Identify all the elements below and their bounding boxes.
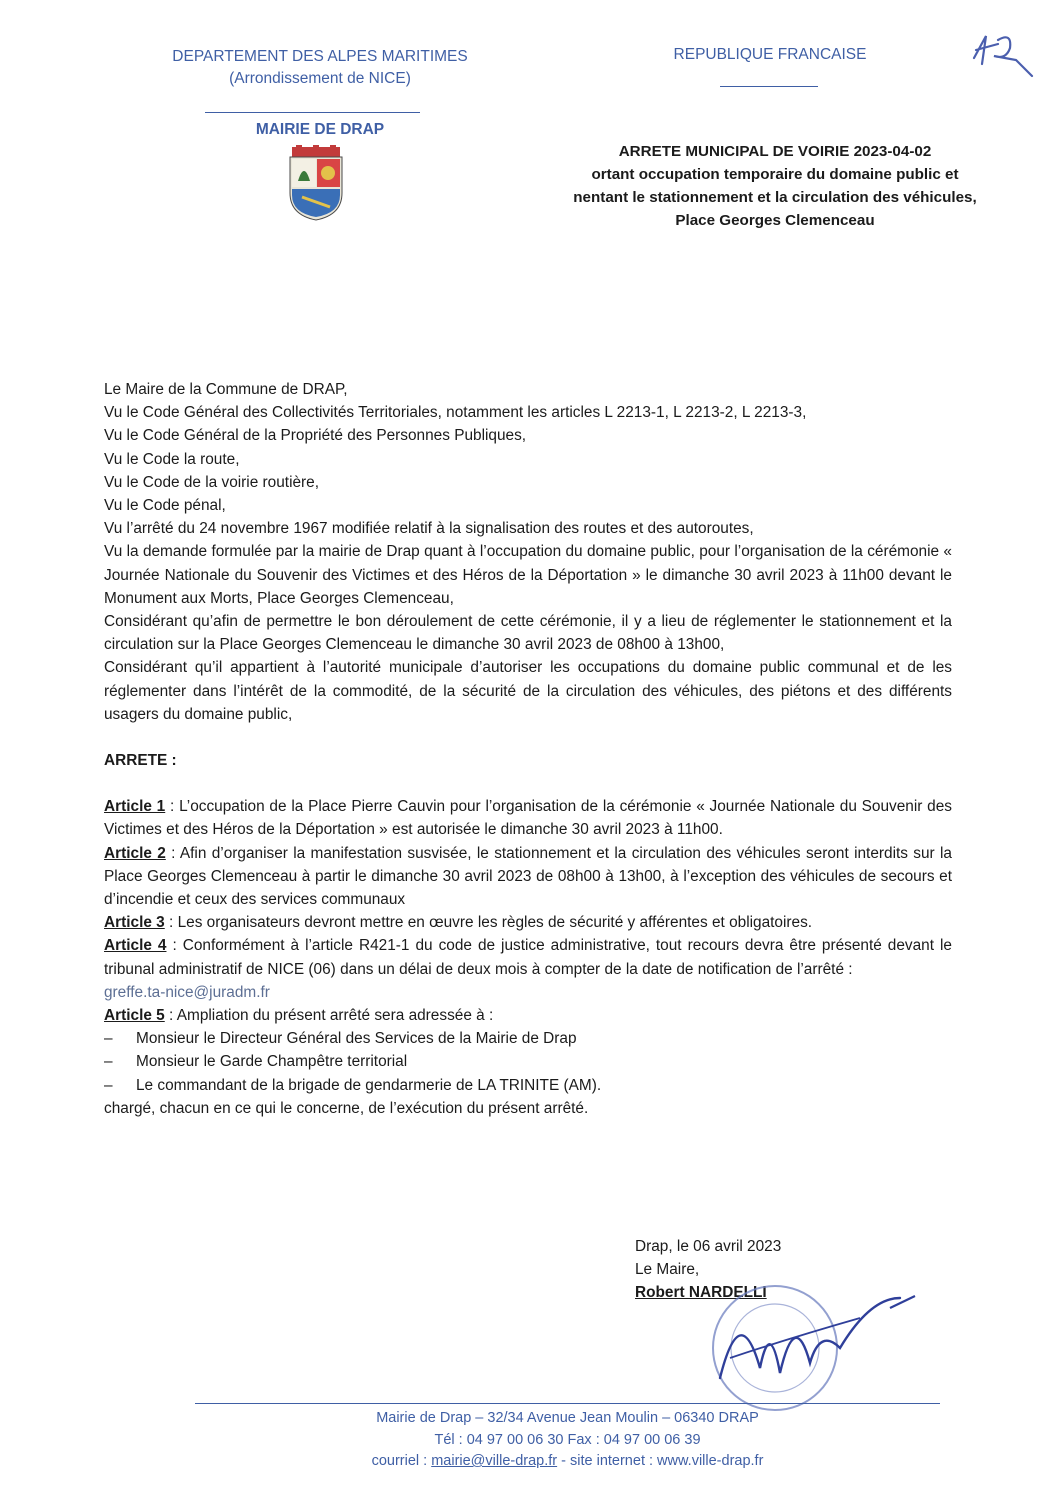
footer	[195, 1408, 940, 1473]
article-text: : Ampliation du présent arrêté sera adressée à :	[164, 1007, 494, 1025]
preamble-line: Vu l’arrêté du 24 novembre 1967 modifiée relatif à la signalisation des routes et des autoroutes,	[104, 520, 754, 538]
coat-of-arms-icon	[286, 145, 346, 226]
footer-contact: courriel : mairie@ville-drap.fr - site internet : www.ville-drap.fr	[371, 1453, 764, 1469]
preamble-line: Le Maire de la Commune de DRAP,	[104, 381, 348, 398]
article-text: : Afin d’organiser la manifestation susvisée, le stationnement et la circulation des véhicules seront interdits sur la Place Georges Clemenceau à partir le dimanche 30 avril 2023 de 08h00 à 13h00, à l’exception des véhicules de secours et d’incendie et ceux des services communaux	[104, 844, 952, 909]
article-2	[104, 842, 952, 912]
decree-title-line2: ortant occupation temporaire du domaine public et	[591, 166, 959, 183]
preamble-line: Vu le Code Général de la Propriété des Personnes Publiques,	[104, 427, 527, 445]
arrondissement: (Arrondissement de NICE)	[229, 70, 411, 87]
article-text: : Les organisateurs devront mettre en œuvre les règles de sécurité y afférentes et obligatoires.	[164, 914, 813, 932]
preamble-paragraph: Considérant qu’il appartient à l’autorité municipale d’autoriser les occupations du domaine public communal et de les réglementer dans l’intérêt de la commodité, de la sécurité de la circulation des véhicules, des piétons et des différents usagers du domaine public,	[104, 659, 952, 723]
place-date: Drap, le 06 avril 2023	[635, 1238, 782, 1255]
article-5	[104, 1004, 952, 1027]
tribunal-email-link[interactable]: greffe.ta-nice@juradm.fr	[104, 983, 270, 1001]
decree-title-line3: nentant le stationnement et la circulation des véhicules,	[573, 189, 977, 206]
article-3	[104, 911, 952, 934]
decree-body	[104, 378, 952, 1120]
closing-line: chargé, chacun en ce qui le concerne, de l’exécution du présent arrêté.	[104, 1099, 589, 1117]
preamble-line: Vu le Code pénal,	[104, 497, 226, 515]
preamble-line: Vu le Code Général des Collectivités Territoriales, notamment les articles L 2213-1, L 2213-2, L 2213-3,	[104, 404, 807, 422]
arrete-heading: ARRETE :	[104, 752, 177, 770]
recipient-item: – Monsieur le Garde Champêtre territorial	[104, 1053, 408, 1071]
preamble-line: Vu le Code de la voirie routière,	[104, 473, 320, 491]
footer-email-link[interactable]: mairie@ville-drap.fr	[431, 1453, 558, 1469]
mairie-name: MAIRIE DE DRAP	[255, 121, 385, 138]
decree-title-line1: ARRETE MUNICIPAL DE VOIRIE 2023-04-02	[618, 143, 932, 160]
article-text: : Conformément à l’article R421-1 du code de justice administrative, tout recours devra être présenté devant le tribunal administratif de NICE (06) dans un délai de deux mois à compter de la date de notification de l’arrêté :	[104, 937, 952, 978]
initials-scribble-icon	[968, 30, 1036, 85]
signatory-role: Le Maire,	[635, 1261, 700, 1278]
recipient-item: – Monsieur le Directeur Général des Services de la Mairie de Drap	[104, 1030, 577, 1048]
article-1	[104, 795, 952, 841]
article-4	[104, 934, 952, 980]
article-label: Article 2	[104, 844, 166, 862]
decree-title	[520, 140, 1030, 232]
preamble-paragraph: Vu la demande formulée par la mairie de Drap quant à l’occupation du domaine public, pour l’organisation de la cérémonie « Journée Nationale du Souvenir des Victimes et des Héros de la Déportation » le dimanche 30 avril 2023 à 11h00 devant le Monument aux Morts, Place Georges Clemenceau,	[104, 543, 952, 607]
decree-title-line4: Place Georges Clemenceau	[675, 212, 875, 229]
header-left	[140, 46, 500, 90]
footer-phone-fax: Tél : 04 97 00 06 30 Fax : 04 97 00 06 39	[434, 1431, 701, 1448]
recipient-item: – Le commandant de la brigade de gendarmerie de LA TRINITE (AM).	[104, 1076, 602, 1094]
header-left-divider	[205, 112, 420, 113]
department-name: DEPARTEMENT DES ALPES MARITIMES	[172, 48, 468, 65]
preamble-line: Vu le Code la route,	[104, 450, 240, 468]
article-label: Article 3	[104, 914, 165, 932]
footer-address: Mairie de Drap – 32/34 Avenue Jean Moulin – 06340 DRAP	[376, 1410, 759, 1426]
article-text: : L’occupation de la Place Pierre Cauvin pour l’organisation de la cérémonie « Journée Nationale du Souvenir des Victimes et des Héros de la Déportation » est autorisée le dimanche 30 avril 2023 à 11h00.	[104, 798, 952, 839]
signatory-name: Robert NARDELLI	[635, 1284, 767, 1301]
article-label: Article 4	[104, 937, 167, 955]
article-label: Article 1	[104, 798, 166, 816]
preamble-paragraph: Considérant qu’afin de permettre le bon déroulement de cette cérémonie, il y a lieu de réglementer le stationnement et la circulation sur la Place Georges Clemenceau le dimanche 30 avril 2023 de 08h00 à 13h00,	[104, 613, 952, 654]
footer-divider	[195, 1403, 940, 1404]
republic-label: REPUBLIQUE FRANCAISE	[673, 46, 867, 63]
header-right-divider	[720, 86, 818, 87]
article-label: Article 5	[104, 1007, 165, 1025]
